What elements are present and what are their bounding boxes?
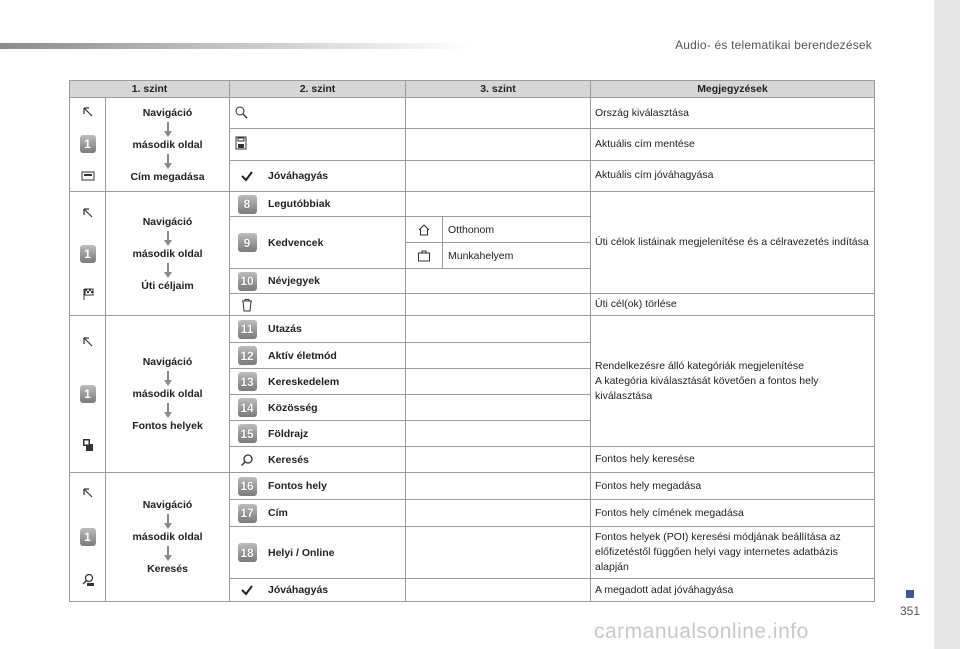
level3-cell [406,129,591,160]
note-cell: Aktuális cím jóváhagyása [591,160,875,191]
level2-label: Kereskedelem [268,375,340,388]
level2-cell [230,395,406,421]
level1-number-badge: 1 [80,135,96,153]
level2-label: Kedvencek [268,236,324,249]
chain-step: második oldal [132,247,203,260]
level1-icons [70,473,106,602]
table-header-row [70,81,875,98]
level3-label: Munkahelyem [448,249,514,262]
note-cell: Fontos helyek (POI) keresési módjának beállítása az előfizetéstől függően helyi vagy internetes adatbázis alapján [591,527,875,579]
table-row [70,98,875,129]
level2-label: Fontos hely [268,480,327,492]
level3-cell [406,98,591,129]
country-icon [234,105,248,119]
level1-number-badge: 1 [80,385,96,403]
level1-number-badge: 1 [80,245,96,263]
level1-chain [106,98,230,192]
level3-cell [406,192,591,217]
flag-icon [81,287,95,301]
navigation-arrow-icon [81,106,95,120]
chain-arrow [167,122,169,132]
level2-label: Közösség [268,401,318,414]
level2-cell [230,129,406,160]
level2-label: Keresés [268,453,309,466]
menu-table [69,80,875,602]
step-number-badge: 13 [238,372,257,391]
step-number-badge: 9 [238,233,257,252]
chain-step: Keresés [147,563,188,575]
step-number-badge: 11 [238,320,257,339]
navigation-arrow-icon [81,207,95,221]
search-abc-icon [81,573,95,587]
level2-label: Legutóbbiak [268,198,331,210]
level3-cell [406,316,591,343]
level1-icons [70,316,106,473]
level2-cell [230,160,406,191]
level1-icons [70,98,106,192]
level2-label: Aktív életmód [268,349,337,362]
briefcase-icon [417,249,431,263]
level3-cell [406,500,591,527]
note-cell: Úti cél(ok) törlése [591,294,875,316]
navigation-arrow-icon [81,487,95,501]
note-cell: Fontos hely keresése [591,447,875,473]
step-number-badge: 14 [238,398,257,417]
col-header-notes: Megjegyzések [591,81,875,98]
note-cell: Aktuális cím mentése [591,129,875,160]
level2-label: Cím [268,507,288,519]
level2-cell [230,369,406,395]
level3-cell [406,269,591,294]
page-marker [906,590,914,598]
level3-cell [406,217,591,243]
level2-cell [230,579,406,602]
trash-icon [240,298,254,312]
note-cell: Fontos hely címének megadása [591,500,875,527]
level3-cell [406,294,591,316]
level3-label: Otthonom [448,223,495,236]
note-line: A kategória kiválasztását követően a fontos hely kiválasztása [595,374,819,402]
level2-label: Helyi / Online [268,546,335,559]
table-row [70,473,875,500]
chain-step: Fontos helyek [132,420,203,432]
level2-cell [230,316,406,343]
chain-arrow [167,263,169,273]
level1-chain [106,192,230,316]
chain-step: Navigáció [142,356,193,368]
level3-cell [406,447,591,473]
step-number-badge: 12 [238,346,257,365]
level3-cell [406,421,591,447]
chain-arrow [167,154,169,164]
level2-cell [230,421,406,447]
step-number-badge: 10 [238,272,257,291]
col-header-level3: 3. szint [406,81,591,98]
level2-cell [230,269,406,294]
level3-cell [406,243,591,269]
chain-step: Navigáció [142,215,193,228]
step-number-badge: 8 [238,195,257,214]
level1-number-badge: 1 [80,528,96,546]
table-row [70,316,875,343]
search-icon [240,453,254,467]
chain-step: második oldal [132,531,203,543]
step-number-badge: 17 [238,504,257,523]
level2-label: Jóváhagyás [268,169,329,182]
level3-cell [406,369,591,395]
level2-cell [230,98,406,129]
chain-arrow [167,371,169,381]
level2-cell [230,294,406,316]
chain-step: második oldal [132,138,203,151]
note-cell: Fontos hely megadása [591,473,875,500]
col-header-level2: 2. szint [230,81,406,98]
level2-label: Földrajz [268,427,309,440]
check-icon [240,583,254,597]
chain-arrow [167,403,169,413]
col-header-level1: 1. szint [70,81,230,98]
level2-label: Névjegyek [268,275,320,287]
home-icon [417,223,431,237]
note-cell: A megadott adat jóváhagyása [591,579,875,602]
level2-cell [230,217,406,269]
level1-chain [106,316,230,473]
level2-cell [230,447,406,473]
poi-icon [81,438,95,452]
level3-cell [406,343,591,369]
chain-arrow [167,231,169,241]
watermark: carmanualsonline.info [594,620,809,643]
note-cell [591,316,875,447]
right-margin-bar [934,0,960,649]
page-number: 351 [900,604,921,618]
chain-step: Navigáció [142,499,193,511]
level1-icons [70,192,106,316]
save-icon [234,136,248,150]
level2-label: Jóváhagyás [268,584,329,596]
level3-cell [406,160,591,191]
note-cell: Úti célok listáinak megjelenítése és a célravezetés indítása [591,192,875,294]
chain-arrow [167,514,169,524]
level2-cell [230,527,406,579]
address-icon [81,169,95,183]
chain-step: második oldal [132,388,203,400]
navigation-arrow-icon [81,336,95,350]
level2-cell [230,192,406,217]
level2-cell [230,343,406,369]
page-header-title: Audio- és telematikai berendezések [675,38,872,52]
level2-cell [230,500,406,527]
step-number-badge: 16 [238,477,257,496]
level3-cell [406,579,591,602]
note-cell: Ország kiválasztása [591,98,875,129]
level2-label: Utazás [268,323,302,335]
table-row [70,192,875,217]
step-number-badge: 18 [238,543,257,562]
note-line: Rendelkezésre álló kategóriák megjelenítése [595,359,804,372]
chain-arrow [167,546,169,556]
level3-cell [406,473,591,500]
chain-step: Navigáció [142,106,193,119]
step-number-badge: 15 [238,424,257,443]
level3-cell [406,527,591,579]
level1-chain [106,473,230,602]
level3-cell [406,395,591,421]
chain-step: Cím megadása [130,170,205,183]
level2-cell [230,473,406,500]
header-gradient-bar [0,43,470,49]
chain-step: Úti céljaim [141,279,194,292]
check-icon [240,169,254,183]
